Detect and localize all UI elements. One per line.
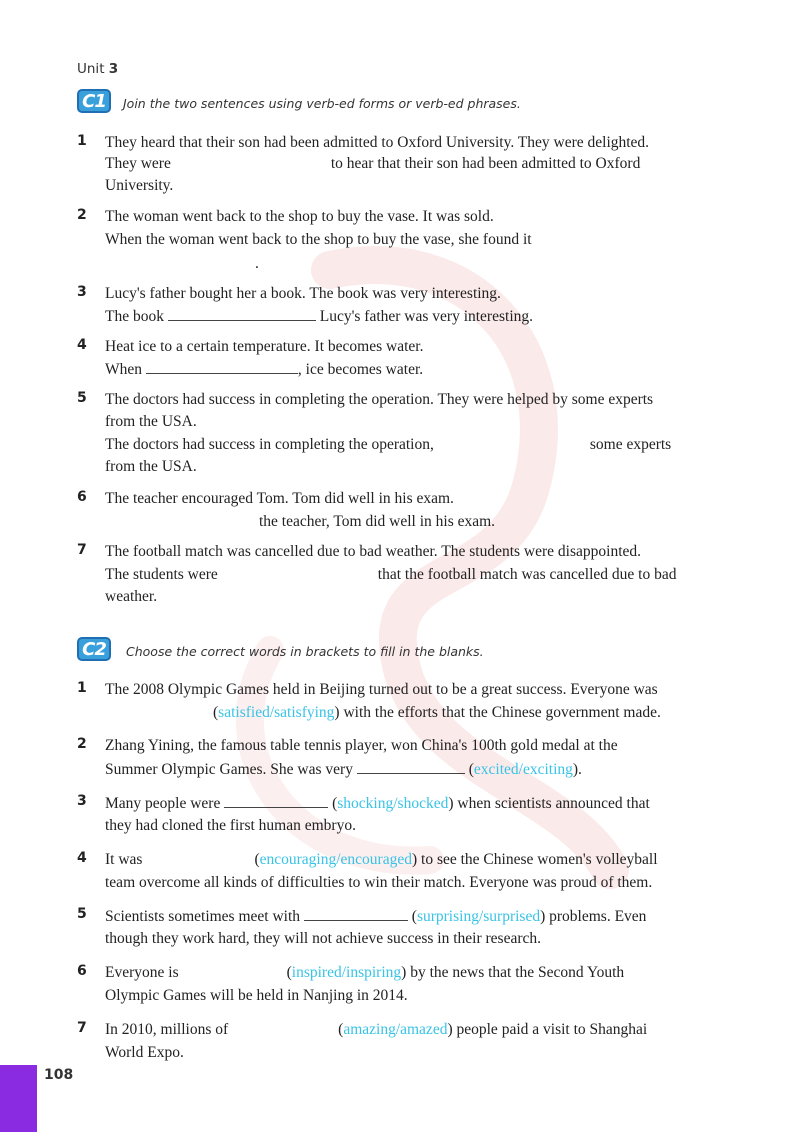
sentence-line: though they work hard, they will not achieve success in their research. — [105, 930, 542, 947]
item-number: 6 — [77, 963, 87, 979]
unit-number: 3 — [108, 61, 119, 77]
sentence-line: team overcome all kinds of difficulties to win their match. Everyone was proud of them. — [105, 874, 653, 891]
word-options: surprising/surprised — [416, 908, 541, 925]
sentence-line: The woman went back to the shop to buy the vase. It was sold. — [105, 208, 494, 225]
sentence-line: Heat ice to a certain temperature. It becomes water. — [105, 338, 424, 355]
section-instruction-c2: Choose the correct words in brackets to fill in the blanks. — [126, 644, 484, 659]
item-number: 7 — [77, 1020, 87, 1036]
word-options: shocking/shocked — [337, 795, 449, 812]
sentence-line: The teacher encouraged Tom. Tom did well in his exam. — [105, 490, 454, 507]
item-number: 5 — [77, 390, 87, 406]
item-number: 5 — [77, 906, 87, 922]
item-number: 2 — [77, 736, 87, 752]
answer-line: (satisfied/satisfying) with the efforts that the Chinese government made. — [213, 704, 661, 721]
item-number: 7 — [77, 542, 87, 558]
answer-line: When , ice becomes water. — [105, 361, 424, 378]
sentence-line: Lucy's father bought her a book. The book was very interesting. — [105, 285, 501, 302]
answer-line: University. — [105, 177, 174, 194]
item-number: 6 — [77, 489, 87, 505]
sentence-line: The football match was cancelled due to bad weather. The students were disappointed. — [105, 543, 642, 560]
word-options: satisfied/satisfying — [218, 704, 335, 721]
answer-line: the teacher, Tom did well in his exam. — [259, 513, 496, 530]
item-number: 3 — [77, 793, 87, 809]
page-color-bar — [0, 1065, 37, 1132]
sentence-line: Everyone is (inspired/inspiring) by the news that the Second Youth — [105, 964, 625, 981]
sentence-line: Scientists sometimes meet with (surprising/surprised) problems. Even — [105, 908, 647, 925]
sentence-line: Olympic Games will be held in Nanjing in 2014. — [105, 987, 408, 1004]
answer-line: . — [255, 255, 259, 272]
sentence-line: They heard that their son had been admitted to Oxford University. They were delighted. — [105, 134, 650, 151]
item-number: 1 — [77, 680, 87, 696]
section-badge-c1: C1 — [77, 89, 111, 113]
word-options: inspired/inspiring — [291, 964, 402, 981]
sentence-line: The 2008 Olympic Games held in Beijing turned out to be a great success. Everyone was — [105, 681, 658, 698]
item-number: 3 — [77, 284, 87, 300]
answer-line: Summer Olympic Games. She was very (excited/exciting). — [105, 761, 582, 778]
answer-line: weather. — [105, 588, 158, 605]
section-badge-c2: C2 — [77, 637, 111, 661]
answer-line: The doctors had success in completing the operation, some experts — [105, 436, 672, 453]
answer-line: from the USA. — [105, 458, 197, 475]
sentence-line: from the USA. — [105, 413, 197, 430]
answer-blank[interactable] — [168, 306, 316, 321]
word-options: encouraging/encouraged — [259, 851, 412, 868]
answer-blank[interactable] — [304, 906, 408, 921]
sentence-line: Zhang Yining, the famous table tennis player, won China's 100th gold medal at the — [105, 737, 618, 754]
item-number: 4 — [77, 337, 87, 353]
answer-line: When the woman went back to the shop to buy the vase, she found it — [105, 231, 532, 248]
sentence-line: It was (encouraging/encouraged) to see the Chinese women's volleyball — [105, 851, 658, 868]
sentence-line: they had cloned the first human embryo. — [105, 817, 356, 834]
item-number: 1 — [77, 133, 87, 149]
answer-blank[interactable] — [357, 759, 465, 774]
answer-blank[interactable] — [146, 359, 298, 374]
page-number: 108 — [44, 1067, 74, 1083]
item-number: 4 — [77, 850, 87, 866]
sentence-line: In 2010, millions of (amazing/amazed) people paid a visit to Shanghai — [105, 1021, 648, 1038]
word-options: amazing/amazed — [343, 1021, 448, 1038]
section-instruction-c1: Join the two sentences using verb-ed forms or verb-ed phrases. — [123, 96, 521, 111]
answer-line: The students were that the football match was cancelled due to bad — [105, 566, 677, 583]
sentence-line: Many people were (shocking/shocked) when scientists announced that — [105, 795, 650, 812]
unit-label: Unit 3 — [77, 61, 119, 77]
word-options: excited/exciting — [473, 761, 573, 778]
answer-line: The book Lucy's father was very interesting. — [105, 308, 533, 325]
sentence-line: World Expo. — [105, 1044, 184, 1061]
answer-line: They were to hear that their son had been admitted to Oxford — [105, 155, 641, 172]
answer-blank[interactable] — [224, 793, 328, 808]
item-number: 2 — [77, 207, 87, 223]
sentence-line: The doctors had success in completing the operation. They were helped by some experts — [105, 391, 654, 408]
